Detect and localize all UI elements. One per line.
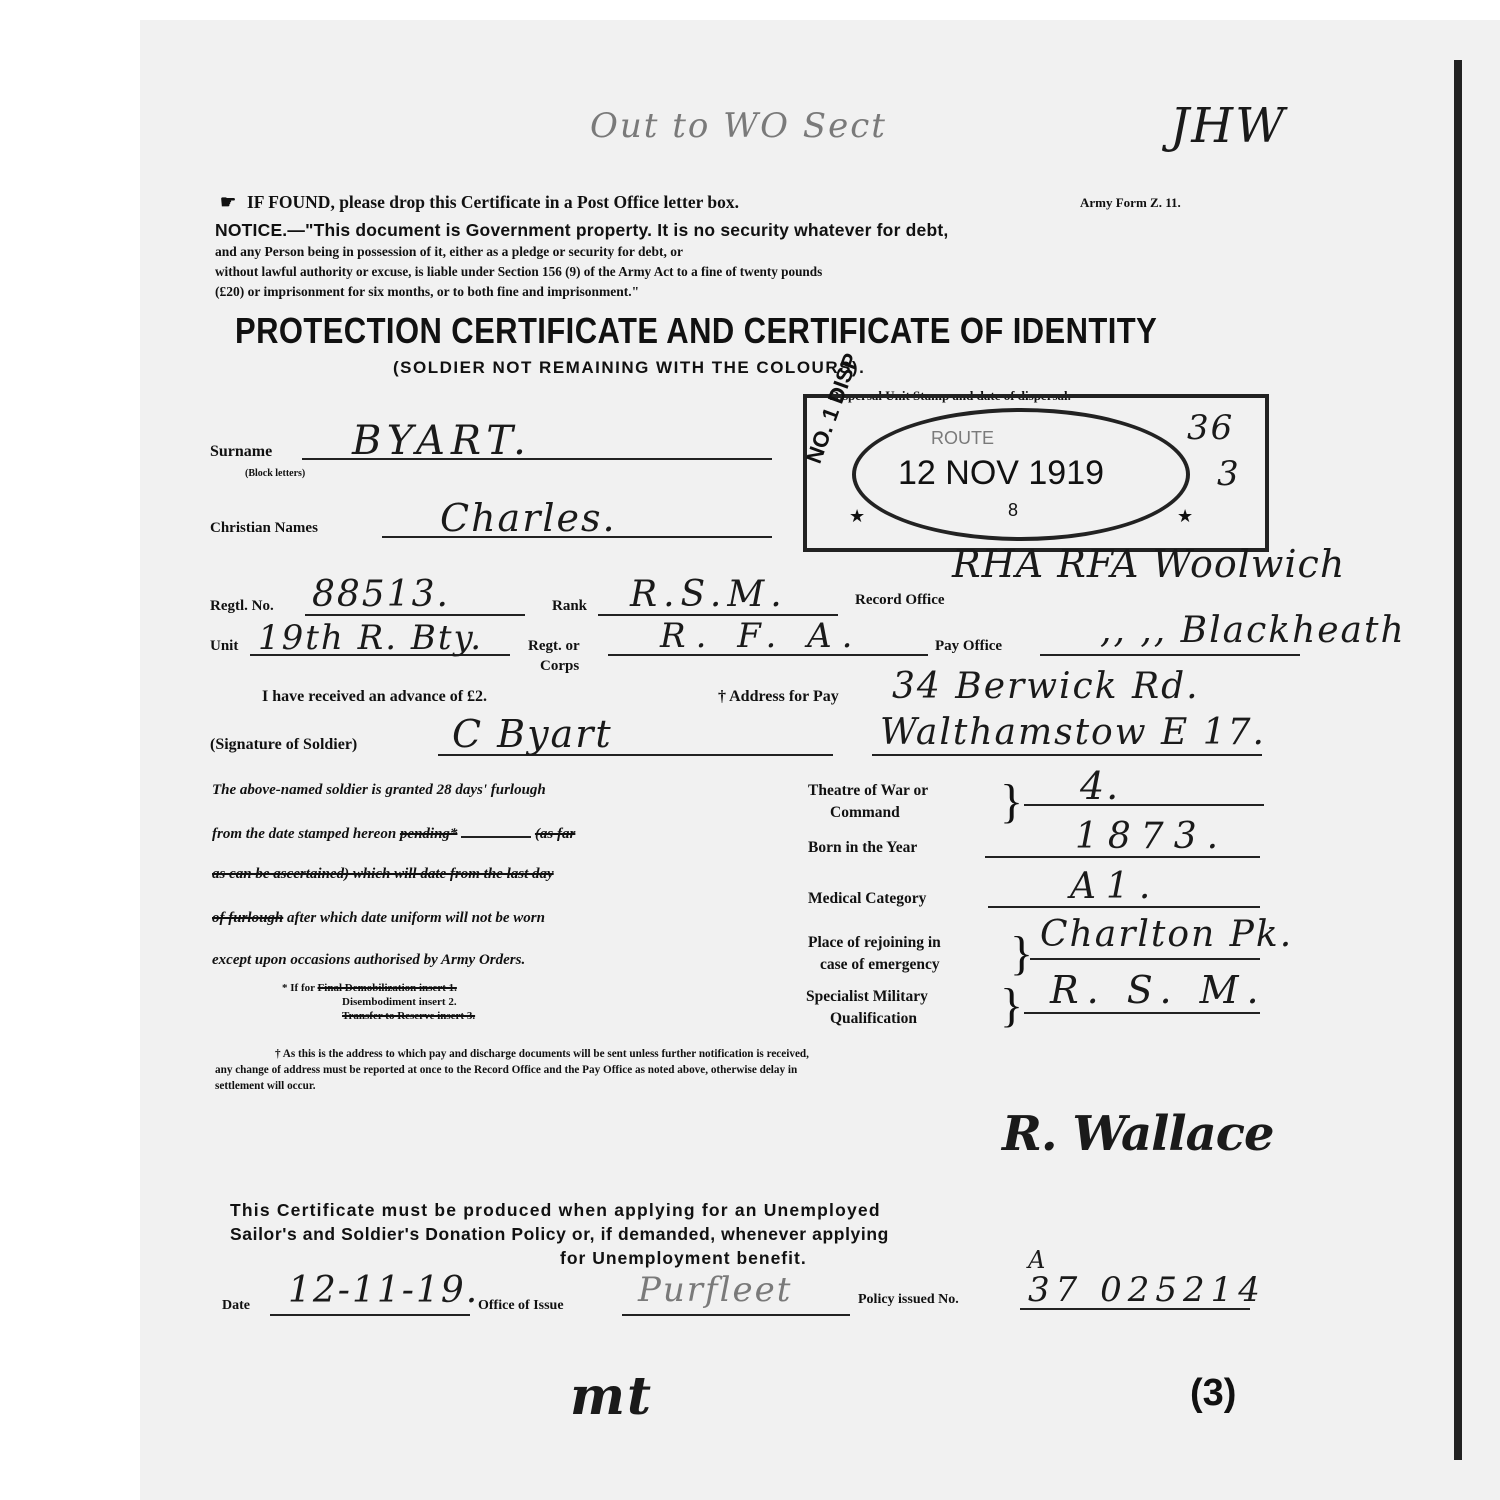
medical-value: A1. [1070,866,1161,907]
pay-office-value: ,, ,, Blackheath [1100,610,1406,651]
policy-label: Policy issued No. [858,1292,959,1307]
rank-value: R.S.M. [630,574,788,615]
address-label: † Address for Pay [718,688,839,705]
medical-label: Medical Category [808,890,927,907]
document-sheet [140,20,1500,1500]
furlough-line-2-end: (as far [534,826,576,842]
specialist-label-2: Qualification [830,1010,917,1027]
footnote-line-1: † As this is the address to which pay and discharge documents will be sent unless further notification is received, [275,1048,809,1060]
record-office-value: RHA RFA Woolwich [952,542,1346,586]
dispersal-stamp [801,350,1269,552]
rejoin-label-1: Place of rejoining in [808,934,941,951]
signature-label: (Signature of Soldier) [210,736,358,753]
star-icon: ★ [1177,506,1194,526]
bottom-notice-line-1: This Certificate must be produced when applying for an Unemployed [230,1200,881,1220]
stamp-oval [852,408,1190,541]
policy-value: 37 025214 [1028,1270,1266,1310]
regt-value: R. F. A. [660,616,863,656]
star-icon: ★ [849,506,866,526]
furlough-blank [461,836,531,838]
advance-text: I have received an advance of £2. [262,688,488,705]
theatre-value: 4. [1080,764,1121,808]
issue-date-value: 12-11-19. [288,1270,480,1311]
brace-icon: } [1010,927,1034,980]
stamp-number: 8 [1008,500,1019,520]
furlough-line-2-struck: pending* [399,826,458,842]
furlough-line-4-end: after which date uniform will not be worn [287,910,545,926]
rejoin-value: Charlton Pk. [1040,914,1294,955]
footnote-line-2: any change of address must be reported at once to the Record Office and the Pay Office as noted above, otherwise delay in [215,1064,798,1076]
born-value: 1873. [1075,816,1229,857]
pay-office-label: Pay Office [935,638,1003,654]
regt-label: Regt. or [528,638,580,654]
unit-value: 19th R. Bty. [258,618,483,658]
pointing-hand-icon: ☛ [220,192,237,212]
office-of-issue-label: Office of Issue [478,1298,564,1313]
bottom-initials: mt [570,1366,654,1427]
officer-signature: R. Wallace [1002,1106,1274,1162]
stamp-corner: 36 [1187,408,1235,448]
bottom-notice-line-2: Sailor's and Soldier's Donation Policy or, if demanded, whenever applying [230,1224,889,1244]
furlough-line-4 [212,910,545,927]
specialist-label-1: Specialist Military [806,988,928,1005]
furlough-line-1: The above-named soldier is granted 28 days' furlough [212,782,546,798]
footnote-line-3: settlement will occur. [215,1080,316,1092]
notice-line-1: NOTICE.—"This document is Government property. It is no security whatever for debt, [215,220,949,240]
page-subtitle: (SOLDIER NOT REMAINING WITH THE COLOURS). [393,358,866,377]
office-of-issue-line [622,1314,850,1316]
page-number: (3) [1190,1372,1237,1414]
page-title: PROTECTION CERTIFICATE AND CERTIFICATE OF IDENTITY [235,310,1158,351]
pay-office-line [1040,654,1300,656]
office-of-issue-value: Purfleet [638,1270,793,1310]
regtl-no-value: 88513. [312,574,450,615]
stamp-date: 12 NOV 1919 [898,454,1105,492]
stamp-arc-text: NO. 1 DISP [801,350,864,467]
issue-date-label: Date [222,1298,250,1313]
address-line-1: 34 Berwick Rd. [892,666,1200,707]
surname-hint: (Block letters) [245,468,306,479]
brace-icon: } [1000,979,1024,1032]
furlough-note-3: Transfer to Reserve insert 3. [342,1010,476,1022]
rejoin-label-2: case of emergency [820,956,940,973]
regtl-no-label: Regtl. No. [210,598,274,614]
furlough-line-2 [212,826,575,843]
top-initials: JHW [1170,98,1287,154]
notice-line-2: and any Person being in possession of it, either as a pledge or security for debt, or [215,244,684,259]
rank-label: Rank [552,598,588,614]
brace-icon: } [1000,775,1024,828]
rejoin-line [1030,958,1260,960]
theatre-label-1: Theatre of War or [808,782,929,799]
furlough-line-3: as can be ascertained) which will date from the last day [212,866,554,882]
surname-label: Surname [210,443,273,460]
form-number: Army Form Z. 11. [1080,195,1181,210]
corps-label: Corps [540,658,580,674]
bottom-notice-line-3: for Unemployment benefit. [560,1248,807,1268]
policy-prefix: A [1028,1246,1048,1274]
record-office-label: Record Office [855,592,945,608]
christian-names-label: Christian Names [210,520,318,536]
notice-line-3: without lawful authority or excuse, is liable under Section 156 (9) of the Army Act to a fine of twenty pounds [215,264,823,279]
top-note: Out to WO Sect [590,106,887,146]
furlough-note-1-struck: Final Demobilization insert 1. [317,982,457,994]
furlough-note-1 [282,982,457,994]
notice-line-4: (£20) or imprisonment for six months, or to both fine and imprisonment." [215,284,640,299]
theatre-label-2: Command [830,804,900,821]
born-label: Born in the Year [808,839,918,856]
furlough-line-4-struck: of furlough [212,910,284,926]
address-line-2: Walthamstow E 17. [880,712,1266,753]
furlough-note-2: Disembodiment insert 2. [342,996,457,1008]
specialist-value: R. S. M. [1050,968,1267,1012]
specialist-line [1024,1012,1260,1014]
unit-label: Unit [210,638,239,654]
address-line [872,754,1262,756]
surname-value: BYART. [352,418,532,464]
furlough-note-1-start: * If for [282,982,315,994]
stamp-caption: Dispersal Unit Stamp and date of dispersal. [830,388,1071,403]
issue-date-line [270,1314,470,1316]
furlough-line-2-start: from the date stamped hereon [212,826,397,842]
furlough-line-5: except upon occasions authorised by Army Orders. [212,952,526,968]
christian-names-value: Charles. [440,496,617,540]
stamp-route: ROUTE [931,428,994,448]
theatre-line [1024,804,1264,806]
stamp-side: 3 [1217,454,1241,494]
soldier-signature: C Byart [452,712,613,756]
page-edge [1454,60,1462,1460]
if-found-text: IF FOUND, please drop this Certificate in a Post Office letter box. [247,192,740,212]
